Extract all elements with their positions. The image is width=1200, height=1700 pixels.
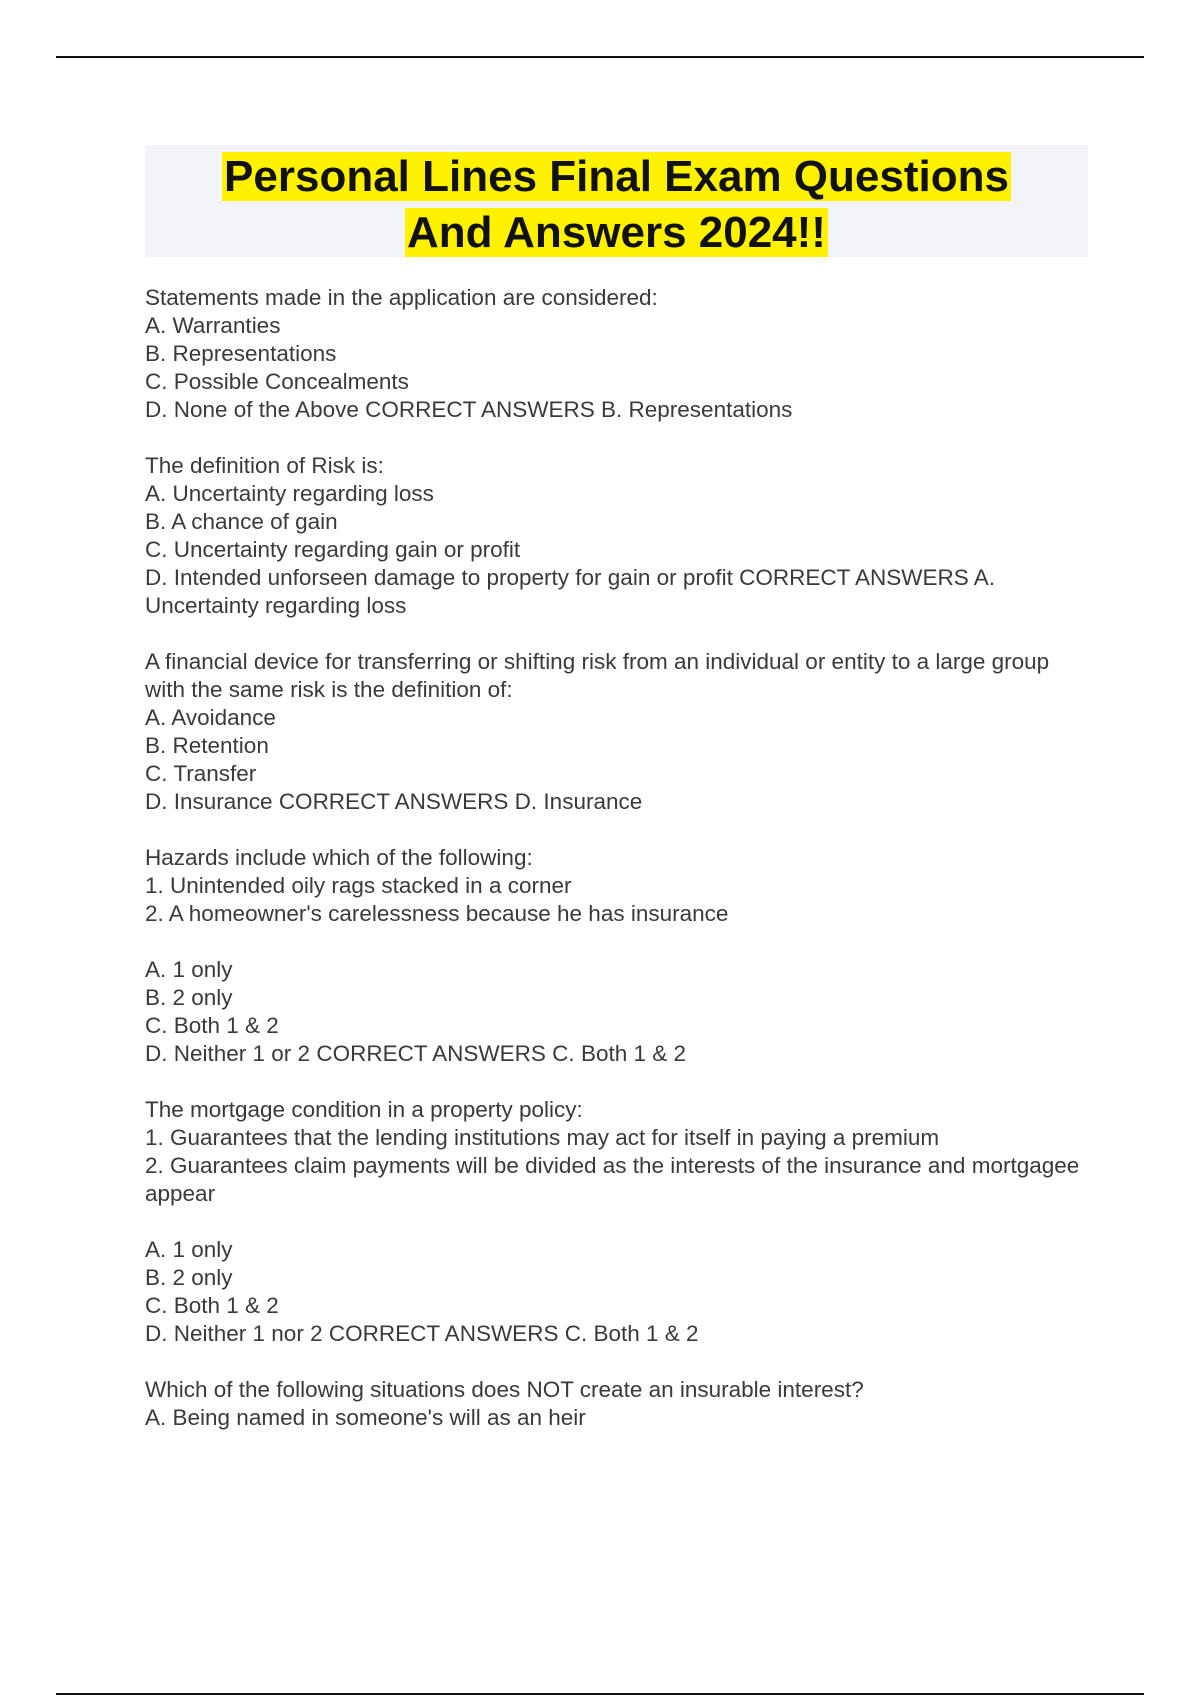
answer-option: B. Representations xyxy=(145,341,337,366)
question-3 xyxy=(145,648,1080,816)
title-line-2: And Answers 2024!! xyxy=(407,208,826,257)
answer-option: A. 1 only xyxy=(145,1237,233,1262)
answer-option: A. 1 only xyxy=(145,957,233,982)
answer-option-with-correct-answer: D. Neither 1 nor 2 CORRECT ANSWERS C. Both 1 & 2 xyxy=(145,1321,699,1346)
answer-option-with-correct-answer: D. Insurance CORRECT ANSWERS D. Insurance xyxy=(145,789,643,814)
answer-option-with-correct-answer: D. Neither 1 or 2 CORRECT ANSWERS C. Both 1 & 2 xyxy=(145,1041,687,1066)
header-rule xyxy=(56,56,1144,58)
question-6 xyxy=(145,1376,1080,1432)
question-prompt: Which of the following situations does NOT create an insurable interest? xyxy=(145,1377,864,1402)
question-prompt: Statements made in the application are considered: xyxy=(145,285,658,310)
answer-option: B. Retention xyxy=(145,733,269,758)
spacer xyxy=(145,928,1080,956)
answer-option: A. Uncertainty regarding loss xyxy=(145,481,434,506)
answer-option: B. A chance of gain xyxy=(145,509,338,534)
document-body xyxy=(145,284,1080,1460)
question-prompt: The definition of Risk is: xyxy=(145,453,384,478)
title-block xyxy=(145,145,1088,257)
numbered-statement: 1. Unintended oily rags stacked in a corner xyxy=(145,873,572,898)
question-2 xyxy=(145,452,1080,620)
answer-option: C. Possible Concealments xyxy=(145,369,409,394)
answer-option: A. Being named in someone's will as an heir xyxy=(145,1405,586,1430)
answer-option: C. Both 1 & 2 xyxy=(145,1293,279,1318)
numbered-statement: 1. Guarantees that the lending institutions may act for itself in paying a premium xyxy=(145,1125,940,1150)
question-5 xyxy=(145,1096,1080,1348)
page-title xyxy=(145,149,1088,261)
title-line-1: Personal Lines Final Exam Questions xyxy=(224,152,1009,201)
question-prompt: The mortgage condition in a property policy: xyxy=(145,1097,583,1122)
question-4 xyxy=(145,844,1080,1068)
answer-option: B. 2 only xyxy=(145,1265,233,1290)
spacer xyxy=(145,1208,1080,1236)
numbered-statement: 2. A homeowner's carelessness because he has insurance xyxy=(145,901,729,926)
question-1 xyxy=(145,284,1080,424)
answer-option: C. Transfer xyxy=(145,761,257,786)
footer-rule xyxy=(56,1693,1144,1695)
answer-option-with-correct-answer: D. None of the Above CORRECT ANSWERS B. Representations xyxy=(145,397,793,422)
question-prompt: A financial device for transferring or shifting risk from an individual or entity to a large group with the same risk is the definition of: xyxy=(145,649,1050,702)
answer-option: A. Warranties xyxy=(145,313,281,338)
answer-option: C. Uncertainty regarding gain or profit xyxy=(145,537,521,562)
answer-option: A. Avoidance xyxy=(145,705,276,730)
question-prompt: Hazards include which of the following: xyxy=(145,845,533,870)
numbered-statement: 2. Guarantees claim payments will be divided as the interests of the insurance and mortgagee appear xyxy=(145,1153,1080,1206)
answer-option-with-correct-answer: D. Intended unforseen damage to property for gain or profit CORRECT ANSWERS A. Uncertainty regarding loss xyxy=(145,565,995,618)
answer-option: C. Both 1 & 2 xyxy=(145,1013,279,1038)
answer-option: B. 2 only xyxy=(145,985,233,1010)
